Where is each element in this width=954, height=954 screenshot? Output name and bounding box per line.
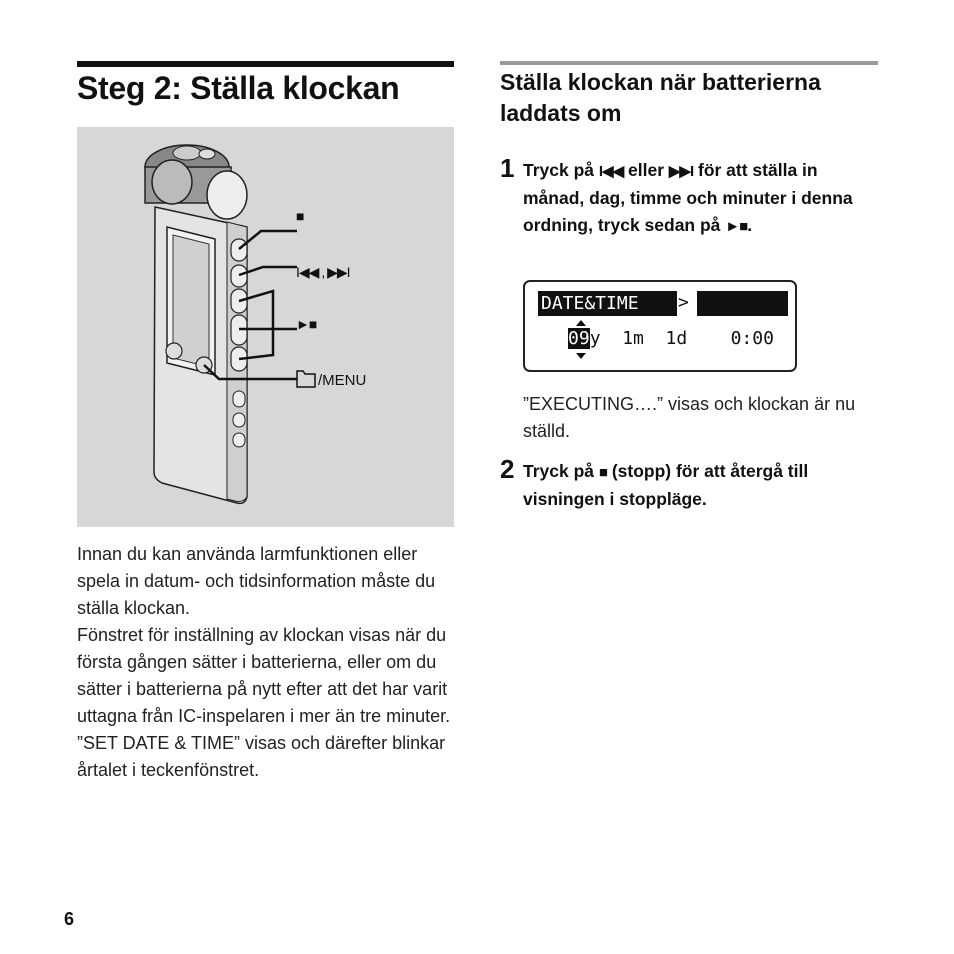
section-title: Ställa klockan när batterierna laddats om	[500, 69, 821, 126]
lcd-header-text: DATE&TIME	[541, 293, 639, 314]
device-illustration	[77, 127, 454, 527]
lcd-header	[538, 291, 788, 316]
executing-note: ”EXECUTING….” visas och klockan är nu ställd.	[523, 394, 856, 441]
step-2	[500, 454, 880, 513]
triangle-down-icon	[576, 353, 586, 359]
chevron-right-icon: >	[677, 291, 697, 316]
page-number: 6	[64, 909, 75, 929]
step-1-text: Tryck på I◀◀ eller ▶▶I för att ställa in månad, dag, timme och minuter i denna ordning, tryck sedan på ►■.	[523, 160, 853, 235]
stop-icon: ■	[598, 464, 607, 481]
ic-recorder-drawing	[77, 127, 454, 527]
title-rule	[77, 61, 454, 67]
step-1-number: 1	[500, 153, 515, 183]
intro-text	[77, 541, 457, 784]
menu-label: /MENU	[318, 372, 367, 389]
intro-paragraph-2: Fönstret för inställning av klockan visas när du första gången sätter i batterierna, eller om du sätter i batterierna på nytt efter att det har varit uttagna från IC-inspelaren i mer än tre minuter. ”SET DATE & TIME” visas och därefter blinkar årtalet i teckenfönstret.	[77, 625, 451, 780]
play-stop-icon: ►■	[725, 218, 748, 235]
prev-icon: I◀◀	[598, 163, 624, 180]
triangle-up-icon	[576, 320, 586, 326]
lcd-date-rest: y 1m 1d 0:00	[589, 328, 774, 349]
page-title: Steg 2: Ställa klockan	[77, 70, 400, 106]
folder-icon	[297, 371, 315, 387]
lcd-display	[523, 280, 797, 372]
play-stop-label: ►■	[296, 316, 317, 332]
lcd-date-row	[568, 328, 774, 349]
step-1	[500, 153, 880, 240]
stop-label: ■	[296, 208, 304, 224]
next-icon: ▶▶I	[668, 163, 694, 180]
lcd-year: 09	[568, 328, 590, 349]
intro-paragraph-1: Innan du kan använda larmfunktionen eller spela in datum- och tidsinformation måste du ställa klockan.	[77, 544, 436, 618]
section-rule	[500, 61, 878, 65]
step-2-text: Tryck på ■ (stopp) för att återgå till visningen i stoppläge.	[523, 461, 809, 509]
step-2-number: 2	[500, 454, 515, 484]
prev-next-label: I◀◀ , ▶▶I	[296, 264, 350, 280]
